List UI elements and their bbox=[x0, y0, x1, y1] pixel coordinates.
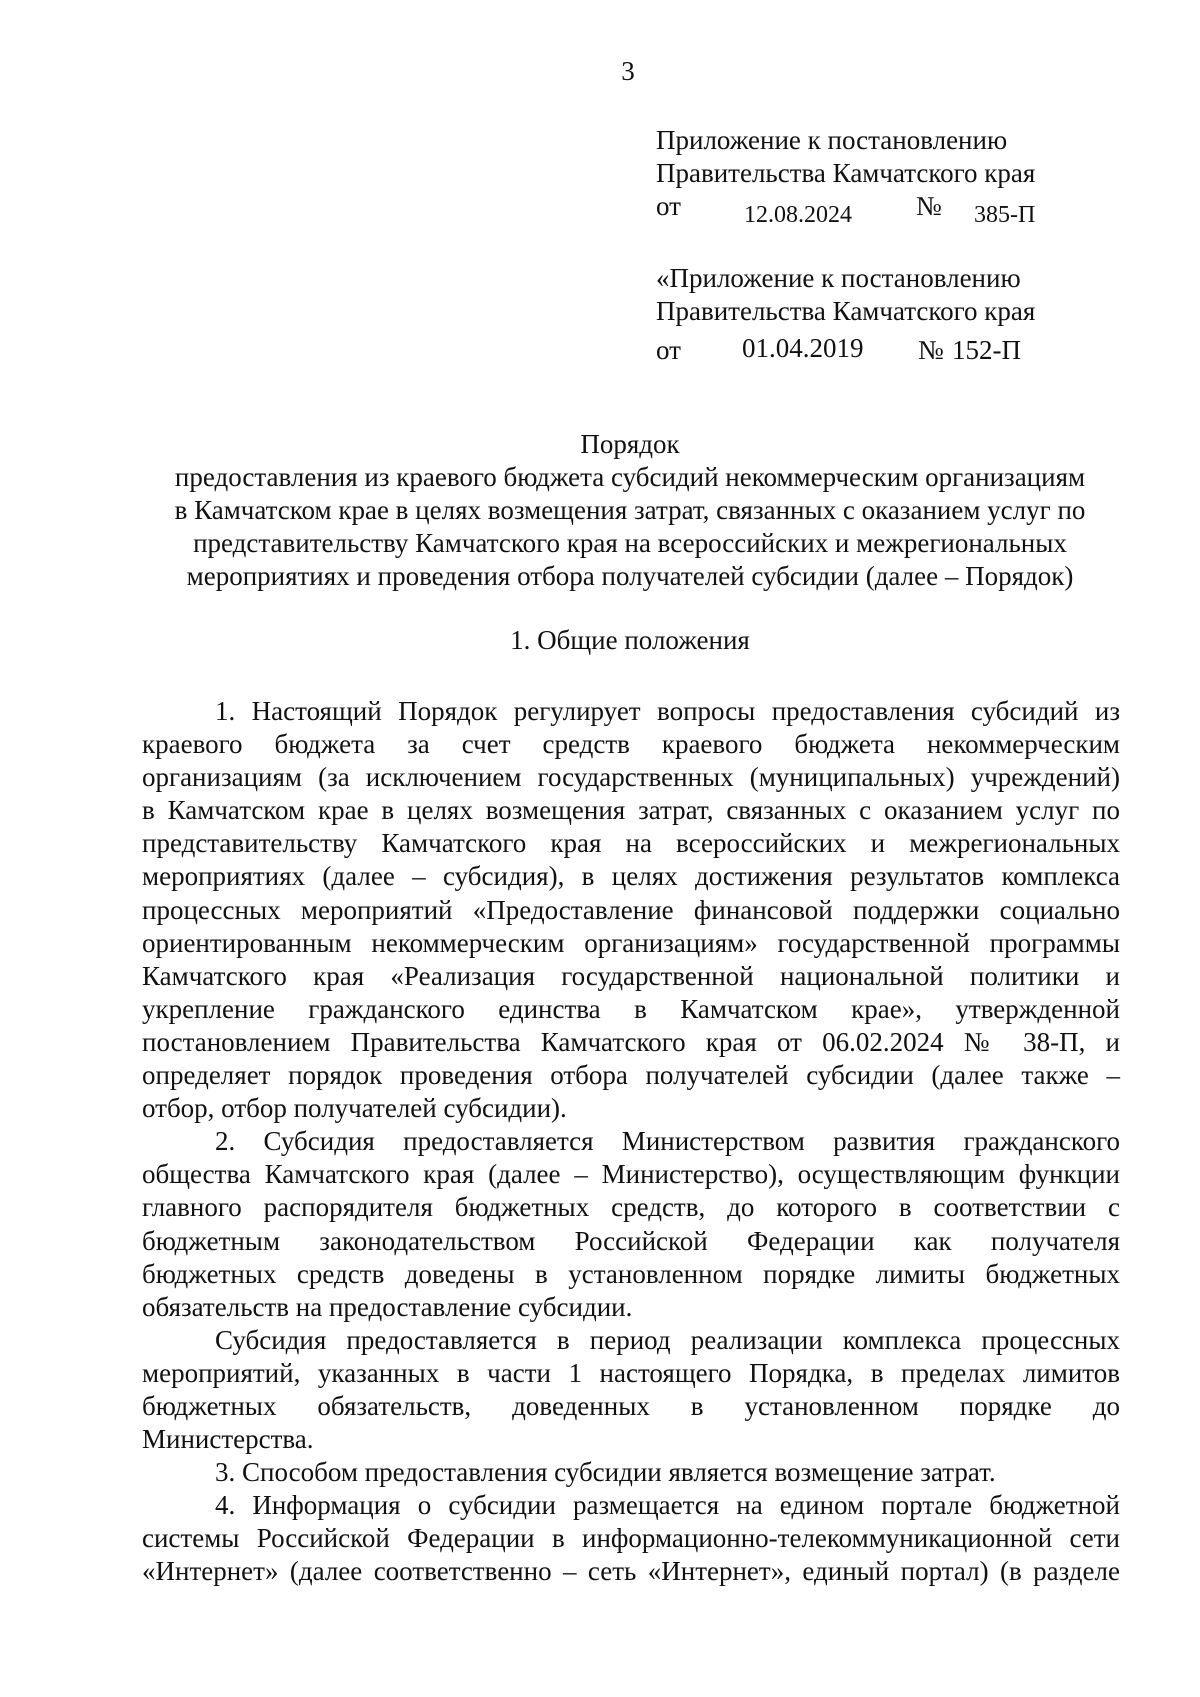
body-line: системы Российской Федерации в информационно-телекоммуникационной сети bbox=[142, 1523, 1120, 1554]
body-line: определяет порядок проведения отбора получателей субсидии (далее также – bbox=[142, 1060, 1120, 1091]
annex-previous-date: 01.04.2019 bbox=[742, 333, 864, 363]
annex-current bbox=[656, 124, 1035, 226]
body-line: Камчатского края «Реализация государственной национальной политики и bbox=[142, 960, 1120, 991]
body-line: представительству Камчатского края на всероссийских и межрегиональных bbox=[142, 828, 1120, 859]
title-line: предоставления из краевого бюджета субсидий некоммерческим организациям bbox=[174, 462, 1086, 492]
body-line: отбор, отбор получателей субсидии). bbox=[142, 1093, 567, 1124]
document-title bbox=[140, 428, 1120, 593]
body-line: мероприятиях (далее – субсидия), в целях достижения результатов комплекса bbox=[142, 861, 1120, 892]
body-line: обязательств на предоставление субсидии. bbox=[142, 1291, 633, 1322]
annex-current-ot: от bbox=[656, 191, 681, 221]
annex-previous-ot: от bbox=[656, 335, 681, 365]
body-line: мероприятий, указанных в части 1 настоящего Порядка, в пределах лимитов bbox=[142, 1357, 1120, 1388]
body-line: 4. Информация о субсидии размещается на едином портале бюджетной bbox=[215, 1490, 1120, 1521]
title-line: представительству Камчатского края на всероссийских и межрегиональных bbox=[193, 528, 1067, 558]
body-line: Субсидия предоставляется в период реализации комплекса процессных bbox=[215, 1324, 1120, 1355]
body-line: Министерства. bbox=[142, 1424, 314, 1455]
annex-current-date: 12.08.2024 bbox=[744, 202, 852, 228]
page-number: 3 bbox=[621, 56, 635, 86]
title-heading: Порядок bbox=[580, 429, 680, 459]
body-text bbox=[142, 695, 1120, 1589]
annex-previous-number: 152-П bbox=[952, 335, 1021, 365]
body-line: «Интернет» (далее соответственно – сеть «Интернет», единый портал) (в разделе bbox=[142, 1556, 1120, 1587]
body-line: постановлением Правительства Камчатского края от 06.02.2024 № 38-П, и bbox=[142, 1026, 1120, 1057]
annex-previous bbox=[656, 262, 1035, 364]
annex-current-line2: Правительства Камчатского края bbox=[656, 158, 1036, 188]
body-line: краевого бюджета за счет средств краевого бюджета некоммерческим bbox=[142, 729, 1120, 760]
body-line: 3. Способом предоставления субсидии является возмещение затрат. bbox=[215, 1457, 996, 1488]
body-line: организациям (за исключением государственных (муниципальных) учреждений) bbox=[142, 762, 1120, 793]
body-line: главного распорядителя бюджетных средств, до которого в соответствии с bbox=[142, 1192, 1120, 1223]
body-line: бюджетных средств доведены в установленном порядке лимиты бюджетных bbox=[142, 1258, 1120, 1289]
annex-previous-date-row bbox=[656, 328, 1035, 364]
body-line: бюджетных обязательств, доведенных в установленном порядке до bbox=[142, 1390, 1120, 1421]
body-line: процессных мероприятий «Предоставление финансовой поддержки социально bbox=[142, 894, 1120, 925]
body-line: укрепление гражданского единства в Камчатском крае», утвержденной bbox=[142, 993, 1120, 1024]
annex-current-line1: Приложение к постановлению bbox=[656, 125, 1008, 155]
annex-previous-line2: Правительства Камчатского края bbox=[656, 296, 1036, 326]
annex-current-date-row bbox=[656, 190, 1035, 226]
body-line: 2. Субсидия предоставляется Министерством развития гражданского bbox=[215, 1126, 1120, 1157]
body-line: 1. Настоящий Порядок регулирует вопросы предоставления субсидий из bbox=[215, 696, 1120, 726]
annex-current-number: 385-П bbox=[974, 202, 1036, 228]
title-line: в Камчатском крае в целях возмещения затрат, связанных с оказанием услуг по bbox=[174, 495, 1086, 525]
body-line: ориентированным некоммерческим организациям» государственной программы bbox=[142, 927, 1120, 958]
body-line: общества Камчатского края (далее – Министерство), осуществляющим функции bbox=[142, 1159, 1120, 1190]
annex-previous-line1: «Приложение к постановлению bbox=[656, 263, 1021, 293]
annex-previous-number-sign: № bbox=[918, 335, 944, 365]
body-line: бюджетным законодательством Российской Федерации как получателя bbox=[142, 1225, 1120, 1256]
body-line: в Камчатском крае в целях возмещения затрат, связанных с оказанием услуг по bbox=[142, 795, 1120, 826]
section-heading: 1. Общие положения bbox=[510, 625, 750, 655]
annex-current-number-sign: № bbox=[916, 191, 942, 221]
title-line: мероприятиях и проведения отбора получателей субсидии (далее – Порядок) bbox=[186, 561, 1074, 591]
